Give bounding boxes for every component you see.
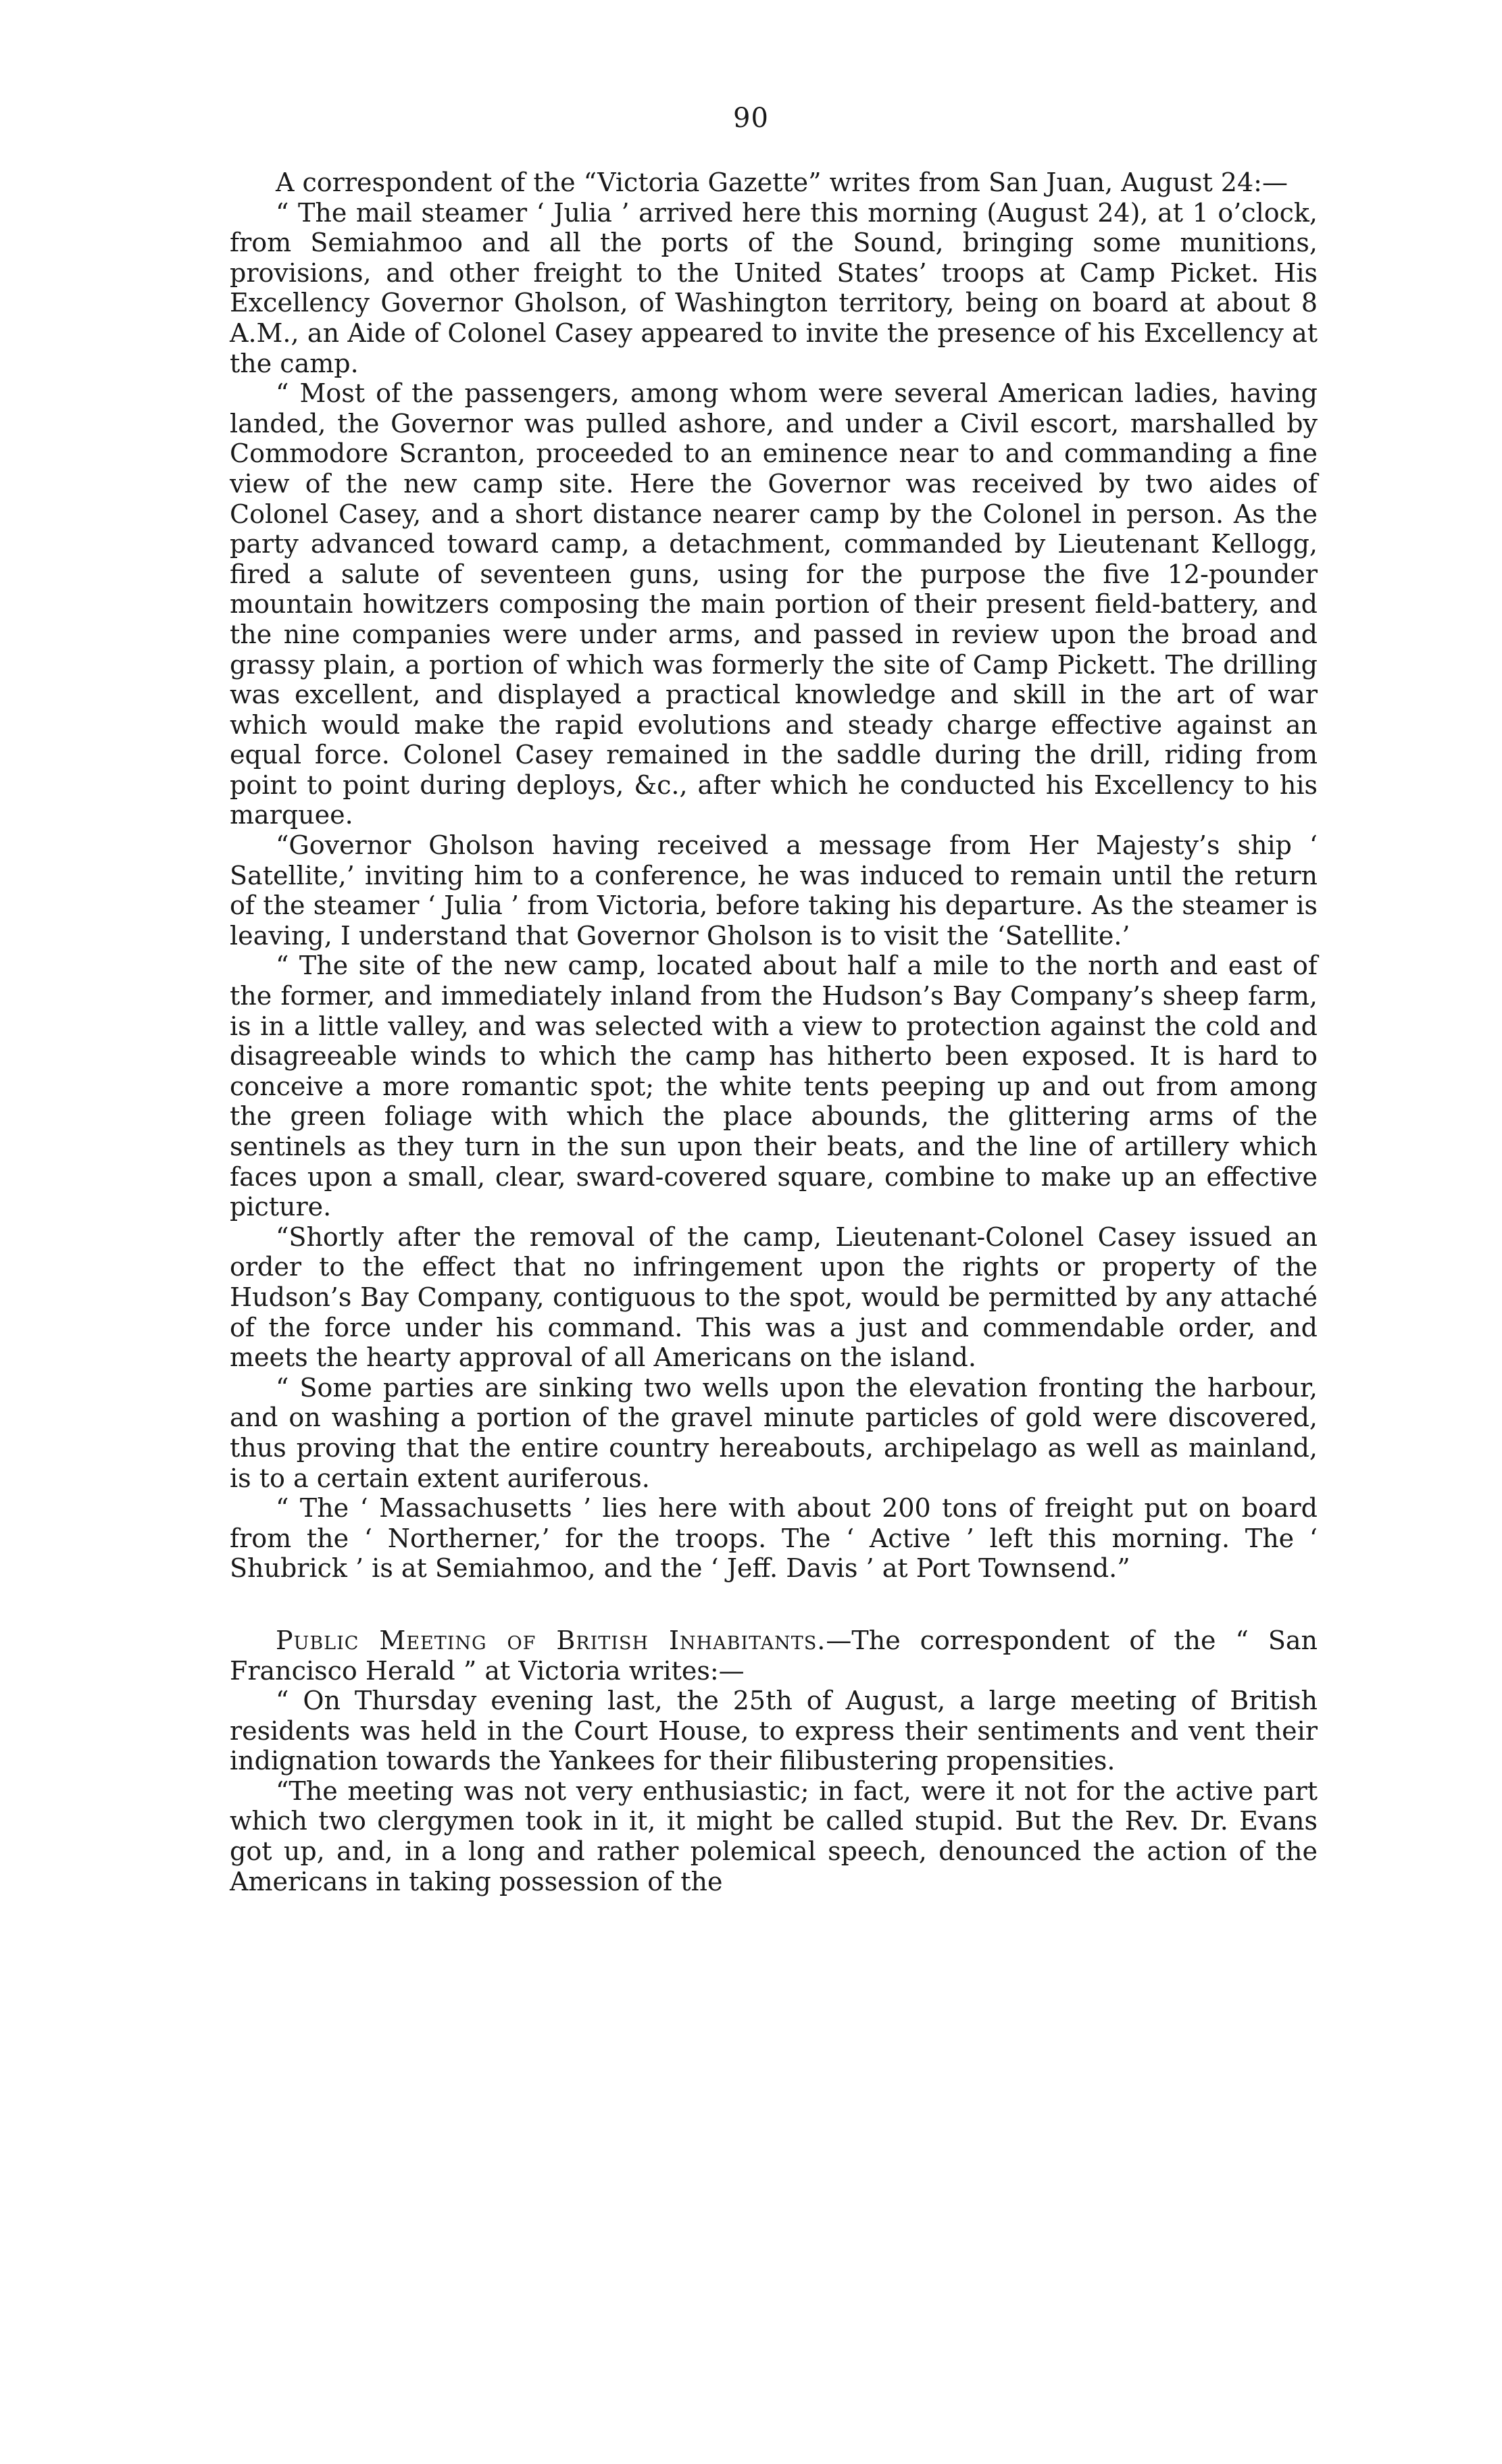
article-paragraph: “Shortly after the removal of the camp, Lieutenant-Colonel Casey issued an order to the effect that no infringement upon the rights or property of the Hudson’s Bay Company, contiguous to the spot, would be permitted by any attaché of the force under his command. This was a just and commendable order, and meets the hearty approval of all Americans on the island. — [230, 1222, 1318, 1373]
article-paragraph: “Governor Gholson having received a message from Her Majesty’s ship ‘ Satellite,’ inviting him to a conference, he was induced to remain until the return of the steamer ‘ Julia ’ from Victoria, before taking his departure. As the steamer is leaving, I understand that Governor Gholson is to visit the ‘Satellite.’ — [230, 830, 1318, 951]
article-paragraph: “ The site of the new camp, located about half a mile to the north and east of the former, and immediately inland from the Hudson’s Bay Company’s sheep farm, is in a little valley, and was selected with a view to protection against the cold and disagreeable winds to which the camp has hitherto been exposed. It is hard to conceive a more romantic spot; the white tents peeping up and out from among the green foliage with which the place abounds, the glittering arms of the sentinels as they turn in the sun upon their beats, and the line of artillery which faces upon a small, clear, sward-covered square, combine to make up an effective picture. — [230, 951, 1318, 1222]
section-gap — [230, 1584, 1318, 1626]
article-paragraph: “ The ‘ Massachusetts ’ lies here with about 200 tons of freight put on board from the ‘ Northerner,’ for the troops. The ‘ Active ’ left this morning. The ‘ Shubrick ’ is at Semiahmoo, and the ‘ Jeff. Davis ’ at Port Townsend.” — [230, 1493, 1318, 1584]
article-intro: A correspondent of the “Victoria Gazette” writes from San Juan, August 24:— — [276, 168, 1288, 197]
article-paragraph: “ The mail steamer ‘ Julia ’ arrived here this morning (August 24), at 1 o’clock, from Semiahmoo and all the ports of the Sound, bringing some munitions, provisions, and other freight to the United States’ troops at Camp Picket. His Excellency Governor Gholson, of Washington territory, being on board at about 8 A.M., an Aide of Colonel Casey appeared to invite the presence of his Excellency at the camp. — [230, 197, 1318, 378]
section-heading: Public Meeting of British Inhabitants. — [276, 1625, 826, 1655]
article-paragraph: “ Some parties are sinking two wells upon the elevation fronting the harbour, and on washing a portion of the gravel minute particles of gold were discovered, thus proving that the entire country hereabouts, archipelago as well as mainland, is to a certain extent auriferous. — [230, 1372, 1318, 1493]
article-paragraph: “ Most of the passengers, among whom were several American ladies, having landed, the Governor was pulled ashore, and under a Civil escort, marshalled by Commodore Scranton, proceeded to an eminence near to and commanding a fine view of the new camp site. Here the Governor was received by two aides of Colonel Casey, and a short distance nearer camp by the Colonel in person. As the party advanced toward camp, a detachment, commanded by Lieutenant Kellogg, fired a salute of seventeen guns, using for the purpose the five 12-pounder mountain howitzers composing the main portion of their present field-battery, and the nine companies were under arms, and passed in review upon the broad and grassy plain, a portion of which was formerly the site of Camp Pickett. The drilling was excellent, and displayed a practical knowledge and skill in the art of war which would make the rapid evolutions and steady charge effective against an equal force. Colonel Casey remained in the saddle during the drill, riding from point to point during deploys, &c., after which he conducted his Excellency to his marquee. — [230, 378, 1318, 830]
page-body — [230, 168, 1318, 1896]
section-lead-paragraph — [230, 1626, 1318, 1686]
section-paragraph: “The meeting was not very enthusiastic; in fact, were it not for the active part which two clergymen took in it, it might be called stupid. But the Rev. Dr. Evans got up, and, in a long and rather polemical speech, denounced the action of the Americans in taking possession of the — [230, 1776, 1318, 1896]
section-lead: —The correspondent of the “ San Francisco Herald ” at Victoria writes:— — [230, 1625, 1318, 1686]
page-number: 90 — [733, 103, 769, 134]
section-paragraph: “ On Thursday evening last, the 25th of August, a large meeting of British residents was held in the Court House, to express their sentiments and vent their indignation towards the Yankees for their filibustering propensities. — [230, 1686, 1318, 1776]
